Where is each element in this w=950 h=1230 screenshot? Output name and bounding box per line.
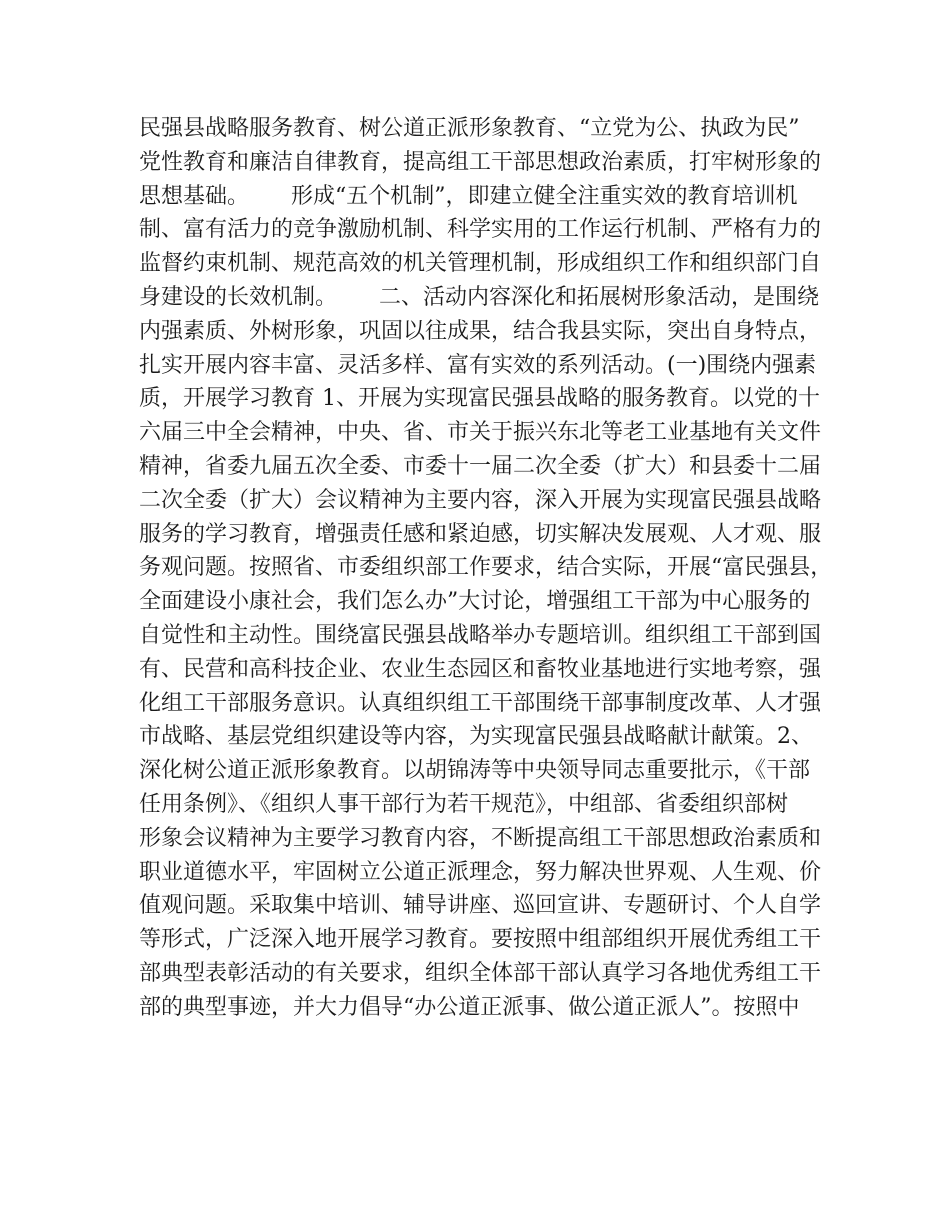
text-line: 全面建设小康社会，我们怎么办”大讨论，增强组工干部为中心服务的 <box>139 589 811 615</box>
text-line: 二次全委（扩大）会议精神为主要内容，深入开展为实现富民强县战略 <box>139 487 822 513</box>
text-line: 六届三中全会精神，中央、省、市关于振兴东北等老工业基地有关文件 <box>139 420 822 446</box>
text-line: 扎实开展内容丰富、灵活多样、富有实效的系列活动。(一)围绕内强素 <box>139 352 817 378</box>
text-line: 等形式，广泛深入地开展学习教育。要按照中组部组织开展优秀组工干 <box>139 927 822 953</box>
text-line: 党性教育和廉洁自律教育，提高组工干部思想政治素质，打牢树形象的 <box>139 149 822 175</box>
text-line: 自觉性和主动性。围绕富民强县战略举办专题培训。组织组工干部到国 <box>139 622 822 648</box>
text-line: 精神，省委九届五次全委、市委十一届二次全委（扩大）和县委十二届 <box>139 453 822 479</box>
body-text <box>139 112 839 1025</box>
text-line: 民强县战略服务教育、树公道正派形象教育、“立党为公、执政为民” <box>139 116 800 141</box>
text-line: 形象会议精神为主要学习教育内容，不断提高组工干部思想政治素质和 <box>139 825 822 851</box>
text-line: 监督约束机制、规范高效的机关管理机制，形成组织工作和组织部门自 <box>139 251 822 277</box>
text-line: 值观问题。采取集中培训、辅导讲座、巡回宣讲、专题研讨、个人自学 <box>139 893 822 919</box>
text-line: 部典型表彰活动的有关要求，组织全体部干部认真学习各地优秀组工干 <box>139 960 822 986</box>
text-line: 身建设的长效机制。 二、活动内容深化和拓展树形象活动，是围绕 <box>139 284 819 310</box>
text-line: 化组工干部服务意识。认真组织组工干部围绕干部事制度改革、人才强 <box>139 690 822 716</box>
text-line: 服务的学习教育，增强责任感和紧迫感，切实解决发展观、人才观、服 <box>139 521 822 547</box>
text-line: 思想基础。 形成“五个机制”，即建立健全注重实效的教育培训机 <box>139 183 798 209</box>
text-line: 制、富有活力的竞争激励机制、科学实用的工作运行机制、严格有力的 <box>139 217 822 243</box>
text-line: 职业道德水平，牢固树立公道正派理念，努力解决世界观、人生观、价 <box>139 859 822 885</box>
text-line: 市战略、基层党组织建设等内容，为实现富民强县战略献计献策。2、 <box>139 724 813 750</box>
text-line: 有、民营和高科技企业、农业生态园区和畜牧业基地进行实地考察，强 <box>139 656 822 682</box>
text-line: 务观问题。按照省、市委组织部工作要求，结合实际，开展“富民强县， <box>139 555 833 581</box>
text-line: 内强素质、外树形象，巩固以往成果，结合我县实际，突出自身特点， <box>139 318 822 344</box>
text-line: 部的典型事迹，并大力倡导“办公道正派事、做公道正派人”。按照中 <box>139 994 800 1020</box>
text-line: 质，开展学习教育 1、开展为实现富民强县战略的服务教育。以党的十 <box>139 386 820 412</box>
text-line: 深化树公道正派形象教育。以胡锦涛等中央领导同志重要批示，《干部 <box>139 758 811 784</box>
text-line: 任用条例》、《组织人事干部行为若干规范》，中组部、省委组织部树 <box>139 791 789 817</box>
